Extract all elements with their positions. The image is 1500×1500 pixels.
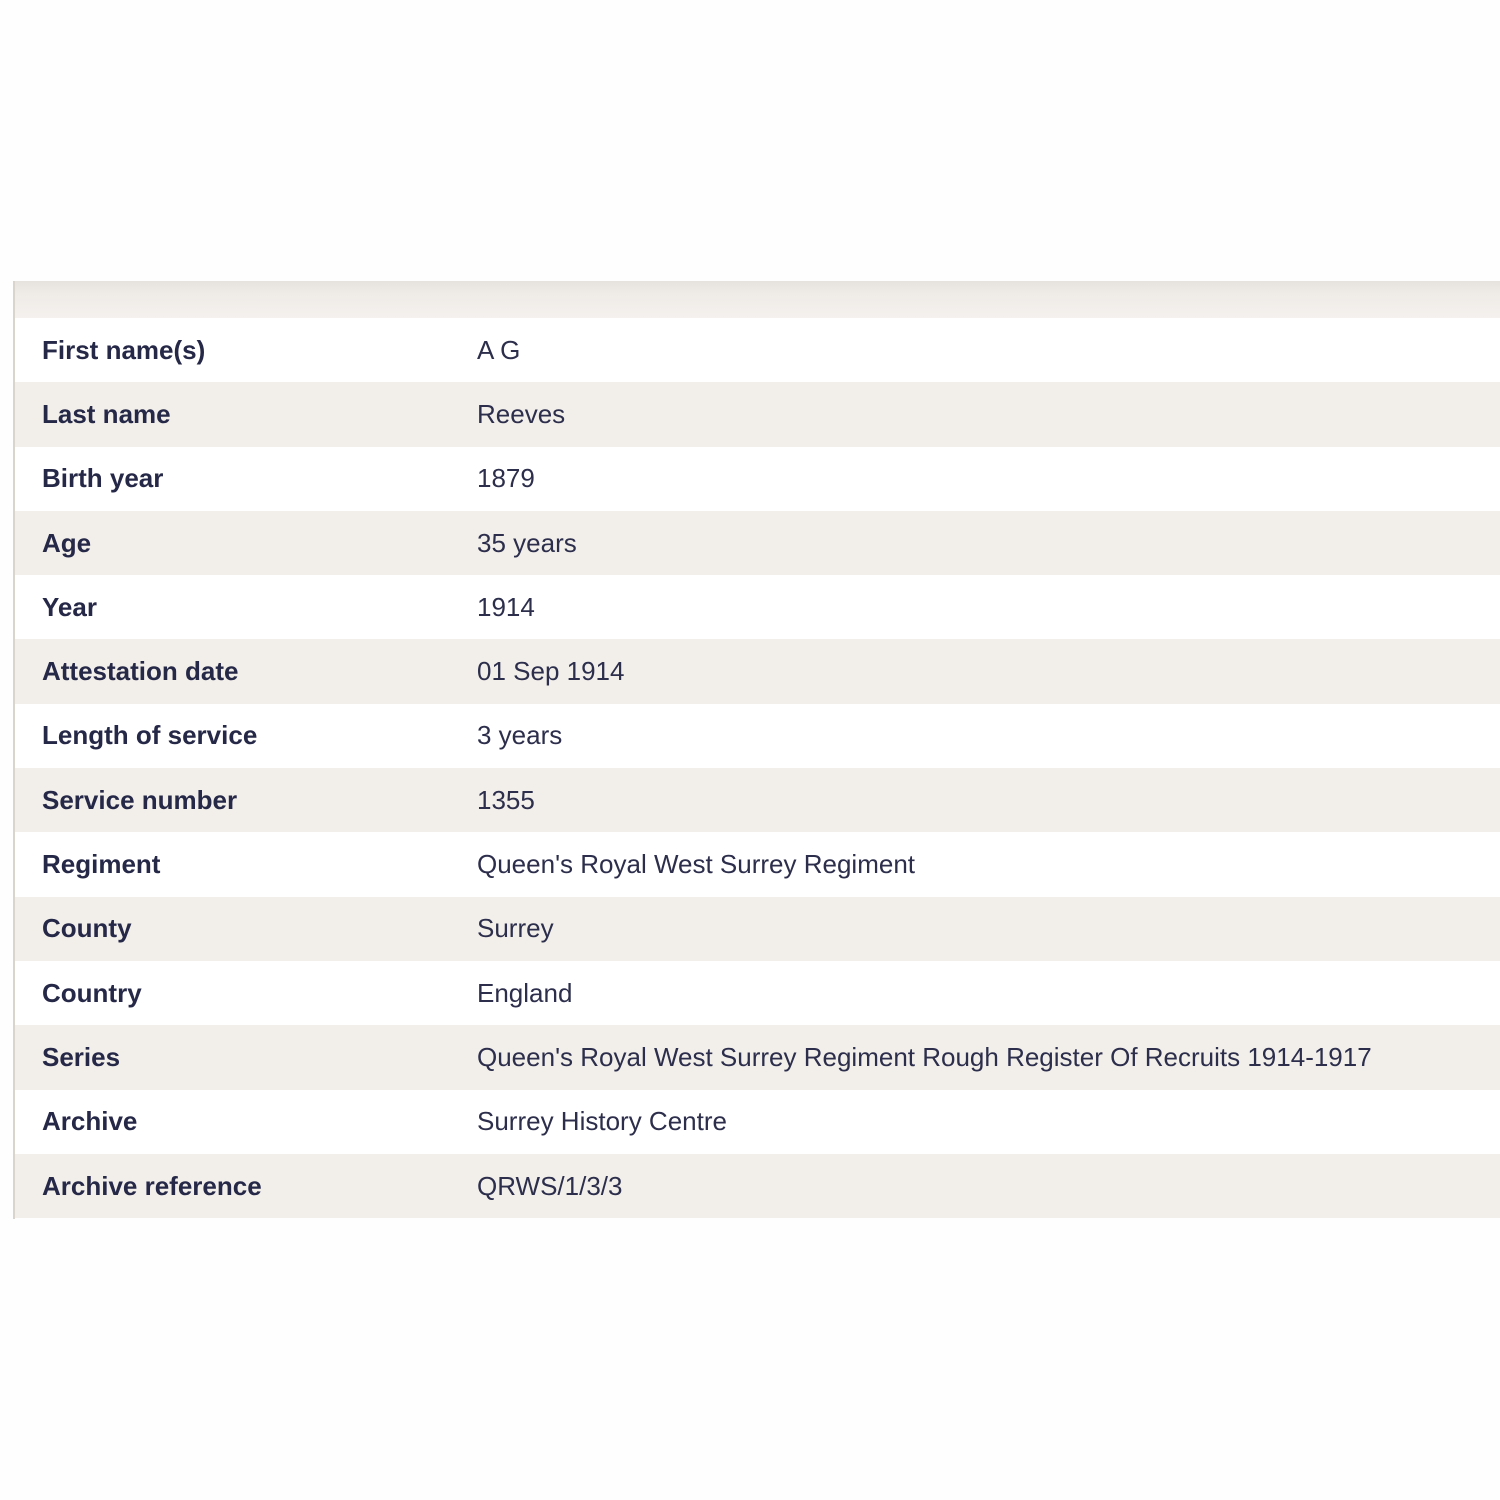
field-value: 1914 bbox=[477, 591, 535, 622]
table-row bbox=[15, 382, 1500, 446]
field-label: First name(s) bbox=[42, 334, 206, 365]
table-row bbox=[15, 318, 1500, 382]
table-row bbox=[15, 961, 1500, 1025]
field-value: 01 Sep 1914 bbox=[477, 656, 625, 687]
table-row bbox=[15, 1154, 1500, 1218]
field-value: 1879 bbox=[477, 463, 535, 494]
field-value: Reeves bbox=[477, 398, 566, 429]
field-value: A G bbox=[477, 334, 521, 365]
field-value: Queen's Royal West Surrey Regiment Rough Register Of Recruits 1914-1917 bbox=[477, 1041, 1372, 1072]
field-label: Service number bbox=[42, 784, 238, 815]
table-row bbox=[15, 832, 1500, 896]
field-value: 3 years bbox=[477, 720, 563, 751]
field-value: Surrey bbox=[477, 913, 554, 944]
table-row bbox=[15, 1090, 1500, 1154]
table-row bbox=[15, 768, 1500, 832]
field-label: Regiment bbox=[42, 849, 161, 880]
field-label: Year bbox=[42, 591, 97, 622]
table-row bbox=[15, 447, 1500, 511]
field-value: Surrey History Centre bbox=[477, 1106, 727, 1137]
field-label: Country bbox=[42, 977, 142, 1008]
field-label: Archive bbox=[42, 1106, 138, 1137]
panel-header-bar bbox=[15, 281, 1500, 318]
field-value: 35 years bbox=[477, 527, 577, 558]
field-label: Birth year bbox=[42, 463, 164, 494]
field-value: England bbox=[477, 977, 573, 1008]
field-label: Length of service bbox=[42, 720, 258, 751]
record-table bbox=[15, 318, 1500, 1218]
table-row bbox=[15, 1025, 1500, 1089]
table-row bbox=[15, 575, 1500, 639]
field-value: 1355 bbox=[477, 784, 535, 815]
table-row bbox=[15, 897, 1500, 961]
table-row bbox=[15, 511, 1500, 575]
field-value: QRWS/1/3/3 bbox=[477, 1170, 623, 1201]
table-row bbox=[15, 704, 1500, 768]
field-label: Age bbox=[42, 527, 92, 558]
field-label: Series bbox=[42, 1041, 121, 1072]
field-value: Queen's Royal West Surrey Regiment bbox=[477, 849, 916, 880]
record-details-panel bbox=[0, 281, 1500, 1219]
field-label: Last name bbox=[42, 398, 171, 429]
table-row bbox=[15, 639, 1500, 703]
field-label: County bbox=[42, 913, 132, 944]
field-label: Attestation date bbox=[42, 656, 239, 687]
field-label: Archive reference bbox=[42, 1170, 262, 1201]
